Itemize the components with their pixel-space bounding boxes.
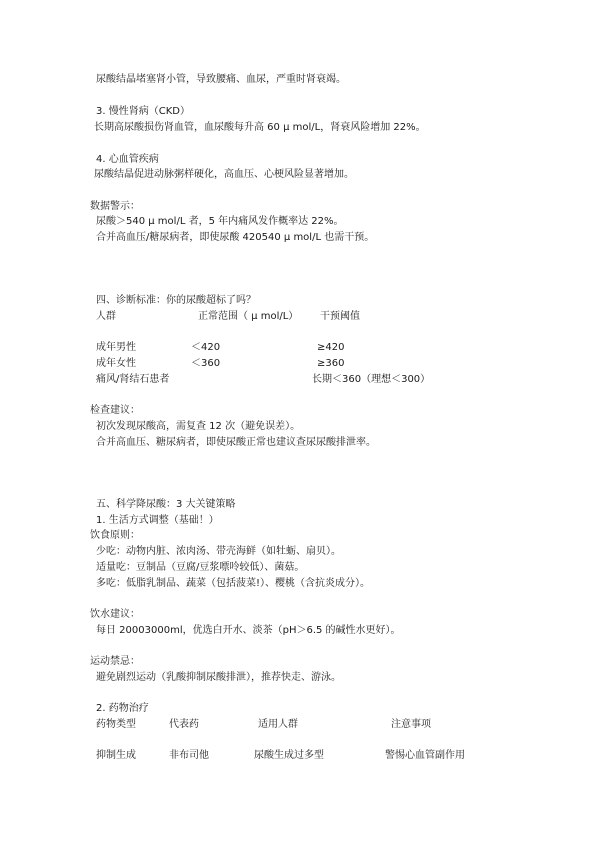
diagnosis-row-gout-group: 痛风/肾结石患者 [96,374,170,385]
diagnosis-heading: 四、诊断标准：你的尿酸超标了吗？ [96,295,256,306]
diagnosis-header-threshold: 干预阈值 [320,311,360,322]
drug-header-target: 适用人群 [258,719,298,730]
diet-more: 多吃：低脂乳制品、蔬菜（包括菠菜!）、樱桃（含抗炎成分）。 [96,578,371,589]
diagnosis-row-female-normal: ＜360 [191,358,221,369]
warning-title: 数据警示： [90,201,140,212]
diagnosis-row-gout-threshold: 长期＜360（理想＜300） [312,374,431,385]
warning-line-2: 合并高血压/糖尿病者，即使尿酸 420540 μ mol/L 也需干预。 [96,232,375,243]
drug-header-drug: 代表药 [169,719,199,730]
drug-header-type: 药物类型 [96,719,136,730]
strategy-heading: 五、科学降尿酸：3 大关键策略 [96,499,236,510]
drug-row-notes: 警惕心血管副作用 [385,750,465,761]
warning-line-1: 尿酸＞540 μ mol/L 者，5 年内痛风发作概率达 22%。 [96,216,344,227]
diagnosis-header-normal: 正常范围（ μ mol/L） [198,311,299,322]
diagnosis-row-female-threshold: ≥360 [317,358,345,369]
diet-title: 饮食原则： [90,530,140,541]
strategy-sub-1: 1. 生活方式调整（基础！） [96,515,219,526]
ckd-heading: 3. 慢性肾病（CKD） [96,106,190,117]
drug-row-type: 抑制生成 [96,750,136,761]
diagnosis-row-male-group: 成年男性 [96,342,136,353]
cardio-text: 尿酸结晶促进动脉粥样硬化，高血压、心梗风险显著增加。 [94,169,354,180]
diagnosis-row-male-normal: ＜420 [191,342,221,353]
strategy-sub-2: 2. 药物治疗 [96,703,149,714]
ckd-text: 长期高尿酸损伤肾血管，血尿酸每升高 60 μ mol/L，肾衰风险增加 22%。 [94,122,426,133]
sport-text: 避免剧烈运动（乳酸抑制尿酸排泄），推荐快走、游泳。 [96,672,341,683]
cardio-heading: 4. 心血管疾病 [96,154,159,165]
kidney-stone-text: 尿酸结晶堵塞肾小管，导致腰痛、血尿，严重时肾衰竭。 [96,74,346,85]
check-line-1: 初次发现尿酸高，需复查 12 次（避免误差）。 [96,421,301,432]
diagnosis-row-female-group: 成年女性 [96,358,136,369]
water-title: 饮水建议： [90,609,140,620]
drug-header-notes: 注意事项 [391,719,431,730]
diagnosis-header-group: 人群 [96,311,116,322]
check-title: 检查建议： [90,405,140,416]
drug-row-target: 尿酸生成过多型 [254,750,324,761]
diagnosis-row-male-threshold: ≥420 [317,342,345,353]
drug-row-drug: 非布司他 [169,750,209,761]
check-line-2: 合并高血压、糖尿病者，即使尿酸正常也建议查尿尿酸排泄率。 [96,437,376,448]
sport-title: 运动禁忌： [90,656,140,667]
diet-moderate: 适量吃：豆制品（豆腐/豆浆嘌呤较低）、菌菇。 [96,562,305,573]
water-text: 每日 20003000ml，优选白开水、淡茶（pH＞6.5 的碱性水更好）。 [96,625,401,636]
diet-less: 少吃：动物内脏、浓肉汤、带壳海鲜（如牡蛎、扇贝）。 [96,546,341,557]
